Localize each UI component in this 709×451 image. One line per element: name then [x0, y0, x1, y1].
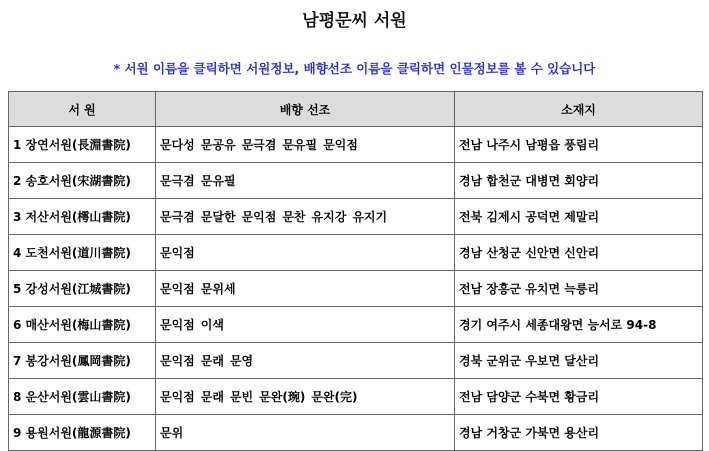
ancestor-link[interactable]: 문유필 [282, 138, 318, 152]
seowon-cell [9, 415, 156, 451]
ancestor-link[interactable]: 문익점 [160, 354, 195, 368]
seowon-cell [9, 271, 156, 307]
location-cell: 전남 장흥군 유치면 늑릉리 [455, 271, 703, 307]
ancestor-link[interactable]: 문다성 [160, 138, 195, 152]
table-row [9, 307, 703, 343]
header-seowon: 서 원 [9, 92, 156, 127]
ancestor-link[interactable]: 문익점 [160, 318, 195, 332]
header-location: 소재지 [455, 92, 703, 127]
header-ancestors: 배향 선조 [156, 92, 455, 127]
seowon-table [8, 91, 703, 451]
ancestor-link[interactable]: 문래 [200, 390, 224, 404]
ancestors-cell [156, 415, 455, 451]
row-number: 4 [13, 246, 22, 260]
seowon-cell [9, 235, 156, 271]
ancestor-link[interactable]: 문익점 [160, 282, 195, 296]
location-cell: 경남 산청군 신안면 신안리 [455, 235, 703, 271]
ancestor-link[interactable]: 문찬 [282, 210, 306, 224]
ancestor-link[interactable]: 문위 [160, 426, 184, 440]
ancestor-link[interactable]: 문익점 [323, 138, 358, 152]
seowon-link[interactable]: 용원서원(龍源書院) [25, 426, 131, 440]
ancestor-link[interactable]: 문달한 [200, 210, 236, 224]
table-row [9, 271, 703, 307]
ancestor-link[interactable]: 문완(完) [311, 390, 358, 404]
ancestor-link[interactable]: 문익점 [241, 210, 277, 224]
ancestor-link[interactable]: 유지강 [311, 210, 347, 224]
location-cell: 경기 여주시 세종대왕면 능서로 94-8 [455, 307, 703, 343]
ancestors-cell [156, 199, 455, 235]
row-number: 3 [13, 210, 22, 224]
ancestor-link[interactable]: 문빈 [229, 390, 254, 404]
ancestors-cell [156, 271, 455, 307]
seowon-link[interactable]: 운산서원(雲山書院) [25, 390, 131, 404]
row-number: 6 [13, 318, 22, 332]
row-number: 2 [13, 174, 22, 188]
ancestors-cell [156, 379, 455, 415]
ancestor-link[interactable]: 문영 [229, 354, 254, 368]
seowon-link[interactable]: 강성서원(江城書院) [25, 282, 131, 296]
table-row [9, 163, 703, 199]
ancestor-link[interactable]: 문극겸 [160, 174, 195, 188]
ancestor-link[interactable]: 이색 [200, 318, 224, 332]
location-cell: 전남 담양군 수북면 황금리 [455, 379, 703, 415]
table-row [9, 199, 703, 235]
instruction-notice: * 서원 이름을 클릭하면 서원정보, 배향선조 이름을 클릭하면 인물정보를 볼 수 있습니다 [113, 61, 596, 76]
seowon-link[interactable]: 저산서원(樗山書院) [25, 210, 131, 224]
row-number: 1 [13, 138, 22, 152]
ancestors-cell [156, 235, 455, 271]
row-number: 7 [13, 354, 22, 368]
row-number: 9 [13, 426, 22, 440]
ancestors-cell [156, 163, 455, 199]
ancestor-link[interactable]: 문극겸 [241, 138, 277, 152]
seowon-link[interactable]: 도천서원(道川書院) [25, 246, 131, 260]
seowon-cell [9, 379, 156, 415]
table-row [9, 379, 703, 415]
ancestor-link[interactable]: 문극겸 [160, 210, 195, 224]
ancestors-cell [156, 343, 455, 379]
table-row [9, 127, 703, 163]
seowon-cell [9, 199, 156, 235]
row-number: 5 [13, 282, 22, 296]
location-cell: 전남 나주시 남평읍 풍림리 [455, 127, 703, 163]
seowon-cell [9, 307, 156, 343]
table-header-row [9, 92, 703, 127]
seowon-link[interactable]: 장연서원(長淵書院) [25, 138, 131, 152]
table-row [9, 343, 703, 379]
ancestor-link[interactable]: 문래 [200, 354, 224, 368]
location-cell: 경북 군위군 우보면 달산리 [455, 343, 703, 379]
seowon-link[interactable]: 매산서원(梅山書院) [25, 318, 131, 332]
table-row [9, 415, 703, 451]
ancestor-link[interactable]: 문위세 [200, 282, 236, 296]
ancestor-link[interactable]: 문익점 [160, 246, 195, 260]
location-cell: 전북 김제시 공덕면 제말리 [455, 199, 703, 235]
row-number: 8 [13, 390, 22, 404]
ancestor-link[interactable]: 문공유 [200, 138, 236, 152]
seowon-cell [9, 343, 156, 379]
ancestors-cell [156, 127, 455, 163]
ancestor-link[interactable]: 문유필 [200, 174, 236, 188]
seowon-link[interactable]: 봉강서원(鳳岡書院) [25, 354, 131, 368]
table-row [9, 235, 703, 271]
location-cell: 경남 거창군 가북면 용산리 [455, 415, 703, 451]
page-title: 남평문씨 서원 [302, 11, 407, 31]
ancestors-cell [156, 307, 455, 343]
ancestor-link[interactable]: 문익점 [160, 390, 195, 404]
seowon-cell [9, 163, 156, 199]
seowon-link[interactable]: 송호서원(宋湖書院) [25, 174, 131, 188]
seowon-cell [9, 127, 156, 163]
location-cell: 경남 합천군 대병면 회양리 [455, 163, 703, 199]
ancestor-link[interactable]: 유지기 [352, 210, 388, 224]
ancestor-link[interactable]: 문완(琬) [259, 390, 306, 404]
